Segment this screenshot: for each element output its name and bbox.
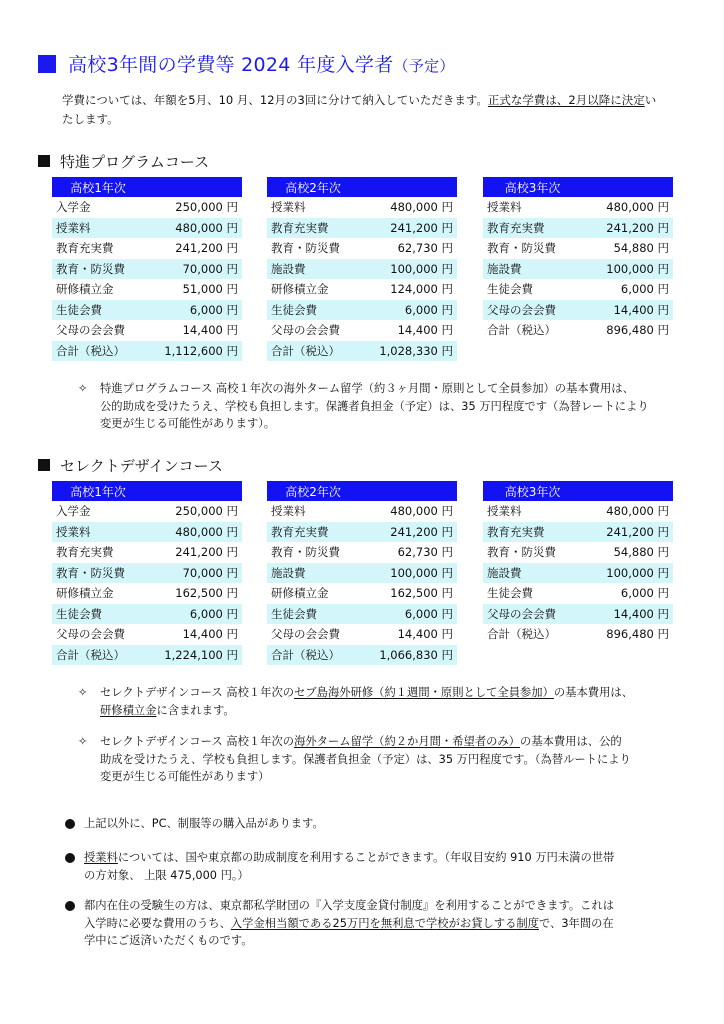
fee-label: 入学金: [56, 200, 91, 215]
fee-value: 6,000 円: [144, 300, 242, 321]
fee-value: 480,000 円: [390, 504, 453, 519]
fee-table-select-year1: [52, 481, 242, 665]
fee-label: 教育充実費: [56, 545, 114, 560]
table-header-spacer: [144, 177, 242, 197]
table-header: 高校2年次: [267, 481, 359, 501]
bullet-line: 学中にご返済いただくものです。: [84, 934, 253, 947]
fee-value: 1,224,100 円: [144, 645, 242, 666]
fee-value: 62,730 円: [397, 241, 453, 256]
intro-emphasis: 正式な学費は、2月以降に決定: [487, 93, 645, 107]
table-row: [52, 218, 242, 239]
table-row: [267, 238, 457, 259]
fee-label: 生徒会費: [487, 586, 533, 601]
fee-label: 生徒会費: [267, 604, 359, 625]
table-row-total: [267, 645, 457, 666]
intro-paragraph: [62, 91, 662, 129]
table-row-total: [52, 645, 242, 666]
fee-table-select-year2: [267, 481, 457, 665]
fee-value: 6,000 円: [359, 300, 457, 321]
fee-label: 施設費: [483, 259, 582, 280]
note-line: [100, 702, 678, 720]
fee-value: 480,000 円: [144, 218, 242, 239]
bullet-text: 上記以外に、PC、制服等の購入品があります。: [84, 817, 324, 830]
fee-value: 6,000 円: [620, 282, 669, 297]
circle-bullet-icon: [65, 853, 75, 863]
fee-label: 授業料: [52, 218, 144, 239]
table-row: [52, 542, 242, 563]
bullet-text: で、3年間の在: [538, 916, 614, 930]
table-row: [267, 542, 457, 563]
bullet-line: の方対象、 上限 475,000 円。）: [84, 868, 249, 882]
note-line: 公的助成を受けたうえ、学校も負担します。保護者負担金（予定）は、35 万円程度です（為替レートにより: [100, 399, 649, 413]
table-row: [483, 238, 673, 259]
fee-value: 241,200 円: [582, 522, 673, 543]
fee-label: 教育・防災費: [271, 241, 340, 256]
note-line: [100, 684, 678, 702]
fee-label: 教育・防災費: [487, 241, 556, 256]
bullet-line: [84, 849, 675, 867]
fee-label: 教育充実費: [267, 218, 359, 239]
table-row: [483, 300, 673, 321]
fee-value: 896,480 円: [606, 627, 669, 642]
table-row: [267, 320, 457, 341]
table-row: [267, 197, 457, 218]
section-heading-select-design: [38, 455, 223, 476]
fee-value: 100,000 円: [582, 259, 673, 280]
fee-value: 14,400 円: [397, 627, 453, 642]
note-line: 助成を受けたうえ、学校も負担します。保護者負担金（予定）は、35 万円程度です。（為替ルートにより: [100, 752, 631, 766]
square-bullet-icon: [38, 459, 50, 471]
table-header: 高校3年次: [483, 177, 582, 197]
bullet-admission-loan: [65, 897, 675, 950]
table-row: [267, 501, 457, 522]
bullet-emphasis: 授業料: [84, 851, 118, 864]
section-heading-tokushin: [38, 151, 209, 172]
fee-label: 父母の会会費: [56, 627, 125, 642]
fee-label: 合計（税込）: [487, 323, 556, 338]
table-row-total: [267, 341, 457, 362]
note-select-study-abroad: [78, 733, 678, 786]
fee-label: 施設費: [267, 563, 359, 584]
fee-value: 241,200 円: [359, 522, 457, 543]
table-header: 高校2年次: [267, 177, 359, 197]
bullet-purchases: [65, 815, 675, 833]
fee-value: 100,000 円: [582, 563, 673, 584]
fee-value: 250,000 円: [175, 504, 238, 519]
page-title: [68, 50, 455, 77]
table-header-spacer: [359, 481, 457, 501]
fee-label: 入学金: [56, 504, 91, 519]
table-header: 高校1年次: [52, 177, 144, 197]
fee-value: 241,200 円: [175, 545, 238, 560]
fee-value: 14,400 円: [582, 604, 673, 625]
fee-label: 合計（税込）: [267, 645, 359, 666]
fee-value: 14,400 円: [182, 627, 238, 642]
note-line: [100, 733, 678, 751]
note-text: セレクトデザインコース 高校１年次の: [100, 686, 295, 699]
table-row: [267, 604, 457, 625]
fee-label: 父母の会会費: [271, 627, 340, 642]
table-row: [52, 259, 242, 280]
section-heading-label: 特進プログラムコース: [60, 153, 210, 171]
fee-label: 合計（税込）: [487, 627, 556, 642]
fee-label: 教育充実費: [56, 241, 114, 256]
fee-value: 1,112,600 円: [144, 341, 242, 362]
bullet-line: [84, 915, 675, 933]
table-header-spacer: [582, 177, 673, 197]
fee-label: 父母の会会費: [56, 323, 125, 338]
fee-value: 162,500 円: [390, 586, 453, 601]
fee-value: 62,730 円: [397, 545, 453, 560]
table-row: [52, 522, 242, 543]
note-text: に含まれます。: [156, 703, 235, 717]
fee-value: 70,000 円: [144, 563, 242, 584]
fee-value: 241,200 円: [175, 241, 238, 256]
fee-label: 教育・防災費: [52, 259, 144, 280]
fee-label: 教育・防災費: [52, 563, 144, 584]
page-title-main: 高校3年間の学費等 2024 年度入学者: [68, 54, 394, 76]
fee-value: 480,000 円: [606, 504, 669, 519]
table-row: [52, 279, 242, 300]
bullet-line: 都内在住の受験生の方は、東京都私学財団の『入学支度金貸付制度』を利用することができます。これは: [84, 899, 615, 912]
note-text: セレクトデザインコース 高校１年次の: [100, 735, 295, 748]
note-text: の基本費用は、公的: [520, 735, 622, 748]
table-row: [267, 218, 457, 239]
fee-label: 授業料: [487, 200, 522, 215]
fee-table-tokushin-year3: [483, 177, 673, 341]
note-line: 変更が生じる可能性があります）: [100, 770, 270, 783]
fee-value: 1,066,830 円: [359, 645, 457, 666]
table-row: [52, 197, 242, 218]
bullet-text: 入学時に必要な費用のうち、: [84, 916, 231, 930]
fee-label: 授業料: [271, 504, 306, 519]
fee-value: 6,000 円: [620, 586, 669, 601]
fee-label: 教育充実費: [483, 522, 582, 543]
table-row: [483, 197, 673, 218]
fee-label: 施設費: [483, 563, 582, 584]
intro-text-end: いたします。: [62, 93, 657, 126]
table-header: 高校1年次: [52, 481, 144, 501]
table-row: [267, 563, 457, 584]
table-row: [52, 300, 242, 321]
fee-label: 教育・防災費: [271, 545, 340, 560]
table-row: [52, 501, 242, 522]
fee-value: 250,000 円: [175, 200, 238, 215]
fee-table-select-year3: [483, 481, 673, 645]
fee-label: 研修積立金: [271, 586, 329, 601]
fee-label: 授業料: [271, 200, 306, 215]
table-row: [483, 279, 673, 300]
note-text: の基本費用は、: [553, 686, 633, 699]
fee-label: 教育・防災費: [487, 545, 556, 560]
note-emphasis: 海外ターム留学（約２か月間・希望者のみ）: [294, 735, 521, 748]
table-row: [267, 279, 457, 300]
fee-label: 父母の会会費: [483, 604, 582, 625]
table-row: [52, 563, 242, 584]
fee-label: 生徒会費: [52, 604, 144, 625]
fee-label: 教育充実費: [483, 218, 582, 239]
fee-value: 1,028,330 円: [359, 341, 457, 362]
fee-value: 241,200 円: [582, 218, 673, 239]
fee-label: 授業料: [487, 504, 522, 519]
note-line: 変更が生じる可能性があります）。: [100, 417, 276, 430]
page-title-suffix: （予定）: [393, 57, 455, 75]
fee-value: 162,500 円: [175, 586, 238, 601]
table-row: [483, 583, 673, 604]
table-row: [483, 218, 673, 239]
table-header: 高校3年次: [483, 481, 582, 501]
circle-bullet-icon: [65, 819, 75, 829]
diamond-sparkle-icon: ✧: [78, 382, 88, 395]
square-bullet-icon: [38, 155, 50, 167]
note-tokushin-study-abroad: [78, 380, 678, 433]
fee-label: 合計（税込）: [52, 645, 144, 666]
fee-label: 授業料: [52, 522, 144, 543]
fee-value: 100,000 円: [359, 259, 457, 280]
bullet-text: については、国や東京都の助成制度を利用することができます。（年収目安約 910 万円未満の世帯: [117, 851, 615, 864]
diamond-sparkle-icon: ✧: [78, 686, 88, 699]
fee-value: 124,000 円: [390, 282, 453, 297]
table-row: [483, 522, 673, 543]
fee-label: 教育充実費: [267, 522, 359, 543]
fee-value: 70,000 円: [144, 259, 242, 280]
table-header-spacer: [359, 177, 457, 197]
fee-value: 480,000 円: [390, 200, 453, 215]
table-row-total: [483, 624, 673, 645]
table-row: [52, 238, 242, 259]
fee-label: 研修積立金: [56, 586, 114, 601]
title-square-icon: [38, 55, 56, 73]
fee-label: 父母の会会費: [271, 323, 340, 338]
table-header-spacer: [144, 481, 242, 501]
section-heading-label: セレクトデザインコース: [60, 457, 223, 475]
table-row: [52, 624, 242, 645]
table-row: [52, 583, 242, 604]
table-row: [483, 604, 673, 625]
table-row: [267, 583, 457, 604]
fee-label: 施設費: [267, 259, 359, 280]
intro-text: 学費については、年額を5月、10 月、12月の3回に分けて納入していただきます。: [62, 93, 488, 107]
fee-table-tokushin-year1: [52, 177, 242, 361]
fee-value: 14,400 円: [182, 323, 238, 338]
fee-value: 54,880 円: [613, 545, 669, 560]
table-row: [267, 522, 457, 543]
note-select-cebu-training: [78, 684, 678, 719]
fee-value: 100,000 円: [359, 563, 457, 584]
bullet-tuition-subsidy: [65, 849, 675, 884]
fee-value: 480,000 円: [144, 522, 242, 543]
fee-table-tokushin-year2: [267, 177, 457, 361]
fee-label: 研修積立金: [271, 282, 329, 297]
fee-value: 6,000 円: [359, 604, 457, 625]
fee-value: 896,480 円: [606, 323, 669, 338]
table-row: [267, 300, 457, 321]
fee-label: 生徒会費: [52, 300, 144, 321]
table-row: [483, 501, 673, 522]
fee-value: 54,880 円: [613, 241, 669, 256]
note-line: 特進プログラムコース 高校１年次の海外ターム留学（約３ヶ月間・原則として全員参加）の基本費用は、: [100, 382, 634, 395]
table-row: [267, 624, 457, 645]
table-row-total: [52, 341, 242, 362]
fee-value: 14,400 円: [582, 300, 673, 321]
bullet-emphasis: 入学金相当額である25万円を無利息で学校がお貸しする制度: [230, 916, 539, 930]
table-row: [483, 542, 673, 563]
fee-label: 合計（税込）: [52, 341, 144, 362]
table-row: [52, 604, 242, 625]
diamond-sparkle-icon: ✧: [78, 735, 88, 748]
circle-bullet-icon: [65, 901, 75, 911]
fee-value: 6,000 円: [144, 604, 242, 625]
table-row: [483, 259, 673, 280]
fee-label: 父母の会会費: [483, 300, 582, 321]
table-row: [52, 320, 242, 341]
fee-label: 研修積立金: [56, 282, 114, 297]
fee-label: 生徒会費: [267, 300, 359, 321]
note-emphasis: セブ島海外研修（約１週間・原則として全員参加）: [294, 686, 554, 699]
table-row: [483, 563, 673, 584]
fee-label: 生徒会費: [487, 282, 533, 297]
fee-value: 14,400 円: [397, 323, 453, 338]
fee-value: 480,000 円: [606, 200, 669, 215]
fee-value: 241,200 円: [359, 218, 457, 239]
table-header-spacer: [582, 481, 673, 501]
fee-value: 51,000 円: [182, 282, 238, 297]
fee-label: 合計（税込）: [267, 341, 359, 362]
note-emphasis: 研修積立金: [100, 703, 157, 717]
table-row: [267, 259, 457, 280]
table-row-total: [483, 320, 673, 341]
